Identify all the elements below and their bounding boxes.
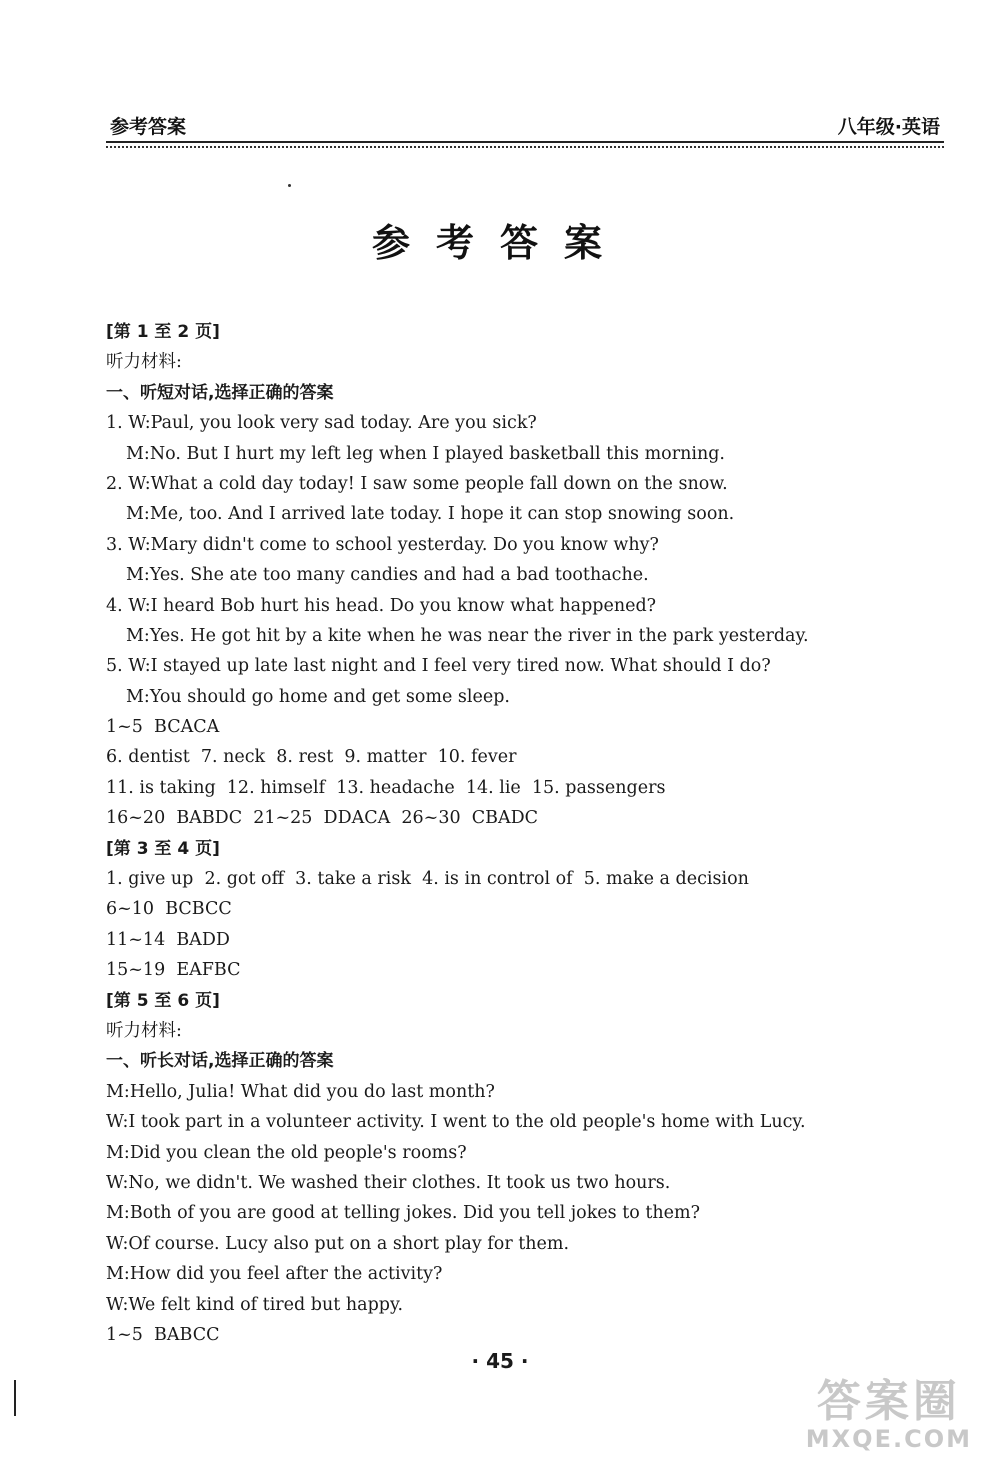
watermark-logo bbox=[806, 1365, 972, 1453]
header-divider bbox=[106, 141, 944, 143]
text-line: W:Of course. Lucy also put on a short play for them. bbox=[106, 1233, 570, 1254]
text-line: 听力材料: bbox=[106, 1020, 182, 1041]
text-line: M:Both of you are good at telling jokes. Did you tell jokes to them? bbox=[106, 1203, 700, 1224]
text-line: M:Did you clean the old people's rooms? bbox=[106, 1142, 467, 1163]
header-right-label: 八年级·英语 bbox=[837, 116, 940, 138]
text-line: 3. W:Mary didn't come to school yesterday. Do you know why? bbox=[106, 534, 659, 555]
scan-edge-mark bbox=[14, 1380, 16, 1416]
text-line: 1~5 BABCC bbox=[106, 1324, 220, 1345]
text-line: 11. is taking 12. himself 13. headache 14. lie 15. passengers bbox=[106, 777, 666, 798]
text-line: M:Hello, Julia! What did you do last month? bbox=[106, 1081, 495, 1102]
text-line: 1~5 BCACA bbox=[106, 717, 220, 738]
text-line: M:No. But I hurt my left leg when I played basketball this morning. bbox=[126, 443, 725, 464]
text-line: M:Me, too. And I arrived late today. I hope it can stop snowing soon. bbox=[126, 504, 735, 525]
text-line: W:No, we didn't. We washed their clothes. It took us two hours. bbox=[106, 1172, 671, 1193]
text-line: 听力材料: bbox=[106, 352, 182, 373]
text-line: 4. W:I heard Bob hurt his head. Do you know what happened? bbox=[106, 595, 657, 616]
section-heading: [第 3 至 4 页] bbox=[106, 838, 220, 859]
text-line: 2. W:What a cold day today! I saw some people fall down on the snow. bbox=[106, 473, 728, 494]
text-line: 11~14 BADD bbox=[106, 929, 230, 950]
text-line: 6. dentist 7. neck 8. rest 9. matter 10. fever bbox=[106, 747, 517, 768]
text-line: 1. give up 2. got off 3. take a risk 4. is in control of 5. make a decision bbox=[106, 869, 749, 890]
text-line: M:You should go home and get some sleep. bbox=[126, 686, 510, 707]
header-left-label: 参考答案 bbox=[110, 116, 187, 138]
text-line: 15~19 EAFBC bbox=[106, 960, 241, 981]
watermark-bottom: MXQE.COM bbox=[805, 1425, 972, 1453]
header-dotted-divider bbox=[106, 146, 944, 148]
answer-content bbox=[106, 317, 946, 1350]
text-line: 5. W:I stayed up late last night and I feel very tired now. What should I do? bbox=[106, 656, 771, 677]
section-heading: [第 5 至 6 页] bbox=[106, 990, 220, 1011]
text-line: M:Yes. She ate too many candies and had a bad toothache. bbox=[126, 565, 649, 586]
section-heading: 一、听长对话,选择正确的答案 bbox=[106, 1051, 334, 1072]
text-line: 6~10 BCBCC bbox=[106, 899, 232, 920]
page-number: · 45 · bbox=[471, 1349, 529, 1373]
text-line: W:We felt kind of tired but happy. bbox=[106, 1294, 404, 1315]
section-heading: 一、听短对话,选择正确的答案 bbox=[106, 382, 334, 403]
watermark-top: 答案圈 bbox=[816, 1376, 961, 1427]
text-line: 16~20 BABDC 21~25 DDACA 26~30 CBADC bbox=[106, 808, 539, 829]
text-line: M:How did you feel after the activity? bbox=[106, 1264, 443, 1285]
text-line: 1. W:Paul, you look very sad today. Are you sick? bbox=[106, 413, 537, 434]
section-heading: [第 1 至 2 页] bbox=[106, 322, 220, 342]
ink-dot bbox=[288, 184, 291, 187]
page-title: 参考答案 bbox=[371, 221, 628, 265]
text-line: M:Yes. He got hit by a kite when he was near the river in the park yesterday. bbox=[126, 625, 809, 646]
text-line: W:I took part in a volunteer activity. I went to the old people's home with Lucy. bbox=[106, 1112, 806, 1133]
